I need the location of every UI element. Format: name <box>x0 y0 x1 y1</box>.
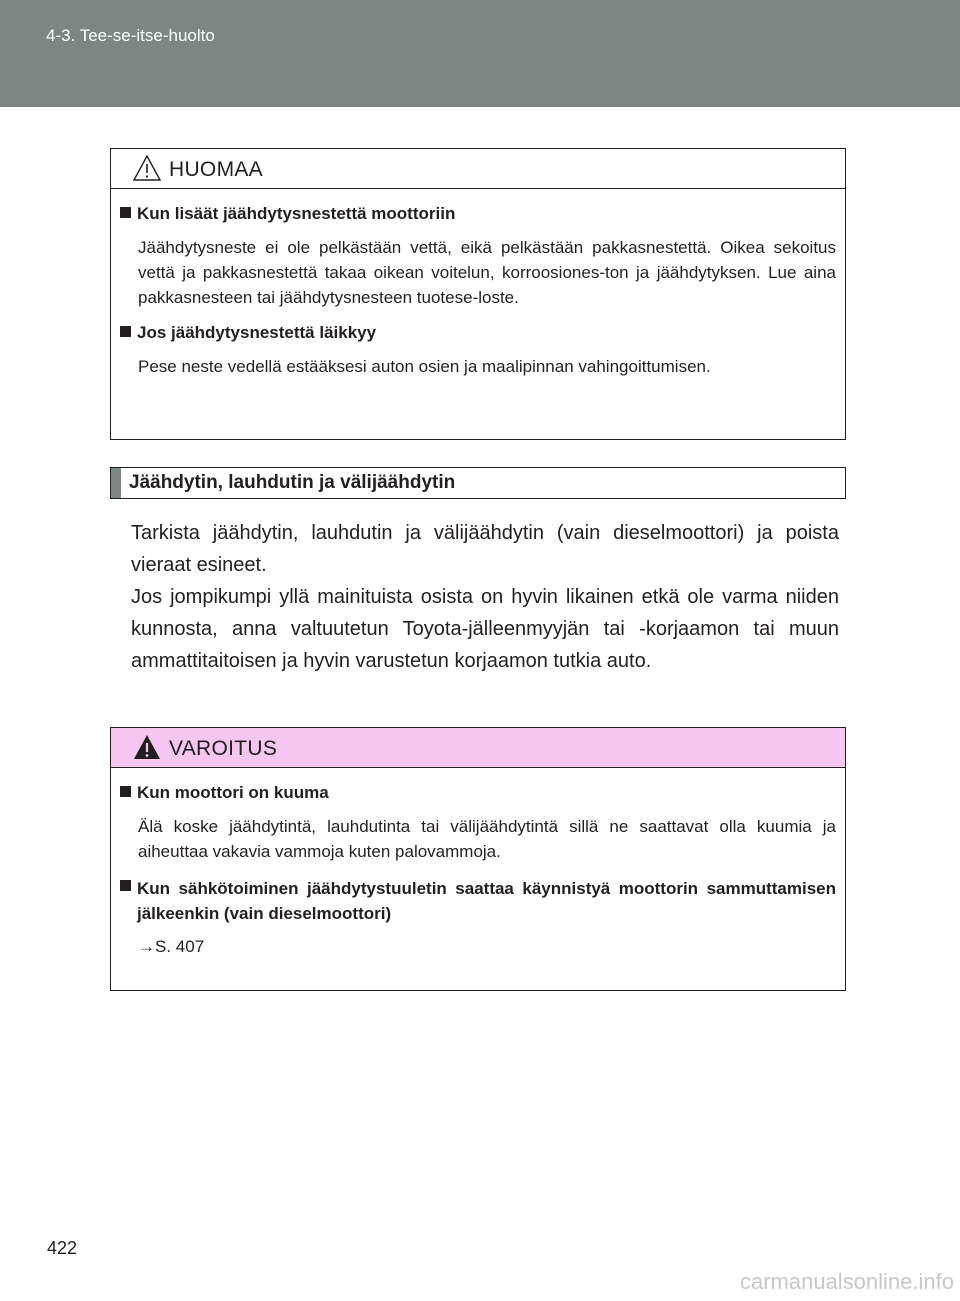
caution-triangle-icon <box>133 155 161 181</box>
section-accent <box>111 468 121 498</box>
chapter-header <box>0 0 960 107</box>
body-paragraph: Tarkista jäähdytin, lauhdutin ja välijäähdytin (vain dieselmoottori) ja poista vieraat esineet. <box>131 522 839 576</box>
section-title: Jäähdytin, lauhdutin ja välijäähdytin <box>129 472 456 493</box>
notice-header <box>111 149 845 189</box>
notice-box <box>110 148 846 440</box>
warning-item-text: Älä koske jäähdytintä, lauhdutinta tai välijäähdytintä sillä ne saattavat olla kuumia ja aiheuttaa vakavia vammoja kuten palovammoja. <box>138 817 836 861</box>
notice-item-heading: Kun lisäät jäähdytysnestettä moottoriin <box>120 203 836 224</box>
notice-item-heading: Jos jäähdytysnestettä läikkyy <box>120 322 836 343</box>
warning-header <box>111 728 845 768</box>
square-bullet-icon <box>120 326 131 337</box>
body-paragraph: Jos jompikumpi yllä mainituista osista on hyvin likainen etkä ole varma niiden kunnosta, anna valtuutetun Toyota-jälleenmyyjän tai -korjaamon tai muun ammattitaitoisen ja hyvin varustetun korjaamon tutkia auto. <box>131 586 839 672</box>
chapter-title: 4-3. Tee-se-itse-huolto <box>46 26 215 45</box>
section-body <box>131 517 839 677</box>
notice-item-text: Pese neste vedellä estääksesi auton osien ja maalipinnan vahingoittumisen. <box>138 357 711 376</box>
arrow-right-icon: → <box>138 937 155 956</box>
notice-item-text: Jäähdytysneste ei ole pelkästään vettä, eikä pelkästään pakkasnestettä. Oikea sekoitus vettä ja pakkasnestettä takaa oikean voitelun, korroosiones-ton ja jäähdytyksen. Lue aina pakkasnesteen tai jäähdytysnesteen tuotese-loste. <box>138 238 836 307</box>
warning-item-heading: Kun moottori on kuuma <box>120 782 836 803</box>
section-heading <box>110 467 846 499</box>
warning-item-heading: Kun sähkötoiminen jäähdytystuuletin saattaa käynnistyä moottorin sammuttamisen jälkeenkin (vain dieselmoottori) <box>120 876 836 926</box>
warning-triangle-icon <box>133 734 161 760</box>
square-bullet-icon <box>120 880 131 891</box>
watermark: carmanualsonline.info <box>739 1269 954 1294</box>
square-bullet-icon <box>120 207 131 218</box>
page-number: 422 <box>47 1238 78 1258</box>
square-bullet-icon <box>120 786 131 797</box>
warning-title: VAROITUS <box>169 737 278 760</box>
warning-box <box>110 727 846 991</box>
page-reference[interactable] <box>138 937 836 957</box>
notice-title: HUOMAA <box>169 158 263 181</box>
page-reference-text: S. 407 <box>155 937 205 956</box>
